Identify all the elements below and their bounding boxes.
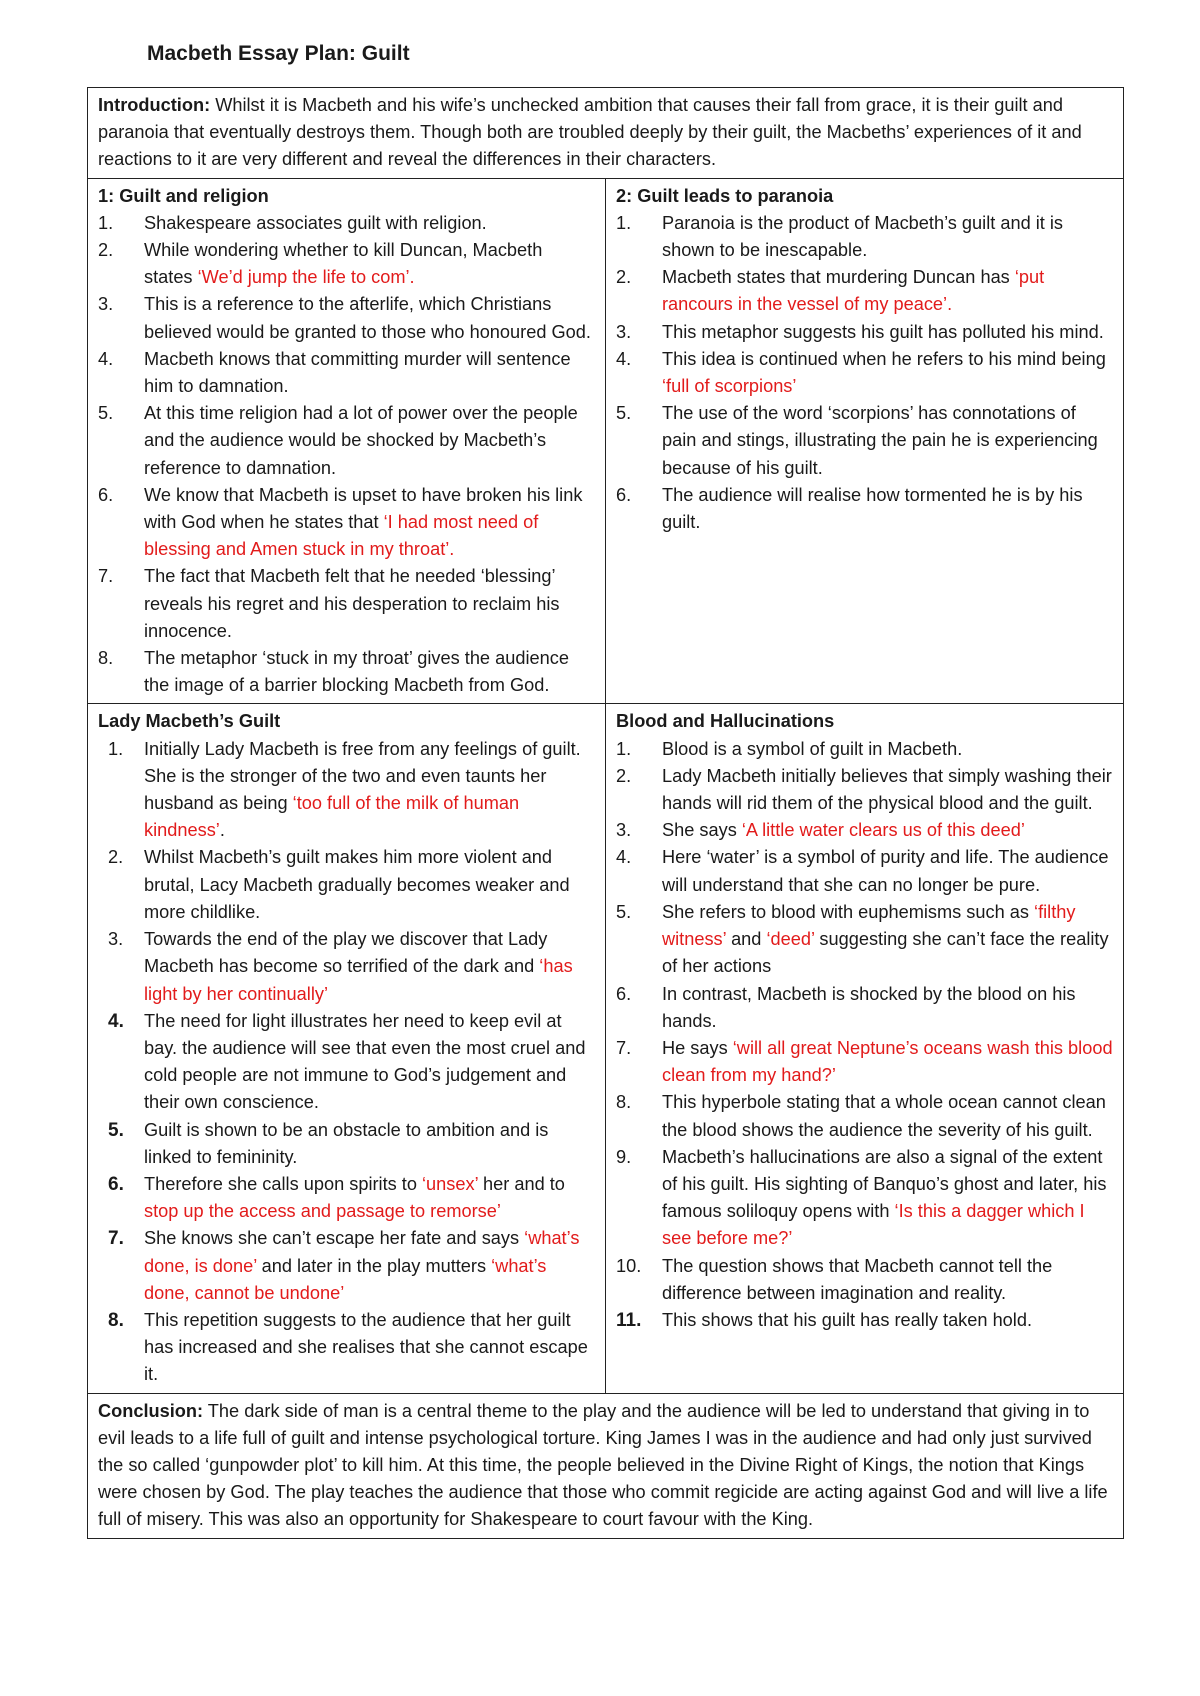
item-number: 3. [616,820,632,841]
quote-text: stop up the access and passage to remorse’ [144,1201,501,1222]
point-text: The use of the word ‘scorpions’ has connotations of pain and stings, illustrating the pain he is experiencing because of his guilt. [662,403,1098,478]
point-text: Shakespeare associates guilt with religion. [144,212,487,233]
item-number: 1. [616,212,632,233]
point-text: The fact that Macbeth felt that he needed ‘blessing’ reveals his regret and his desperation to reclaim his innocence. [144,566,560,641]
quote-text: ‘Is this a dagger which I see before me?’ [662,1201,1085,1249]
point-text: Paranoia is the product of Macbeth’s guilt and it is shown to be inescapable. [662,212,1064,261]
point-text: . [219,820,225,841]
point-text: Lady Macbeth initially believes that simply washing their hands will rid them of the physical blood and the guilt. [662,765,1112,814]
point-text: Macbeth knows that committing murder will sentence him to damnation. [144,348,571,397]
item-number: 2. [616,267,632,288]
blood-section [606,704,1124,1393]
list-item [98,844,595,926]
lady-blood-row [88,704,1124,1393]
item-number: 4. [108,1010,124,1032]
list-item [616,899,1113,981]
list-item [616,1144,1113,1253]
item-number: 6. [108,1173,124,1195]
point-text: Here ‘water’ is a symbol of purity and life. The audience will understand that she can no longer be pure. [662,847,1109,895]
item-number: 2. [98,240,114,261]
point-text: and later in the play mutters [256,1255,492,1276]
list-item [616,1089,1113,1143]
point-text: Therefore she calls upon spirits to [144,1173,422,1194]
list-item [616,817,1113,844]
point-text: The question shows that Macbeth cannot tell the difference between imagination and reality. [662,1255,1053,1303]
religion-heading: 1: Guilt and religion [98,185,269,206]
point-text: We know that Macbeth is upset to have broken his link with God when he states that [144,484,583,533]
item-number: 5. [108,1119,124,1141]
paranoia-heading: 2: Guilt leads to paranoia [616,185,834,206]
point-text: Whilst Macbeth’s guilt makes him more violent and brutal, Lacy Macbeth gradually becomes weaker and more childlike. [144,847,570,922]
point-text: The metaphor ‘stuck in my throat’ gives the audience the image of a barrier blocking Macbeth from God. [144,648,569,696]
list-item [616,210,1113,264]
item-number: 6. [98,484,114,505]
item-number: 4. [98,348,114,369]
point-text: Blood is a symbol of guilt in Macbeth. [662,738,963,759]
item-number: 4. [616,348,632,369]
point-text: At this time religion had a lot of power over the people and the audience would be shocked by Macbeth’s reference to damnation. [144,403,578,478]
conclusion-text: The dark side of man is a central theme to the play and the audience will be led to understand that giving in to evil leads to a life full of guilt and intense psychological torture. King James I was in the audience and had only just survived the so called ‘gunpowder plot’ to kill him. At this time, the people believed in the Divine Right of Kings, the notion that Kings were chosen by God. The play teaches the audience that those who commit regicide are acting against God and will live a life full of misery. This was also an opportunity for Shakespeare to court favour with the King. [98,1400,1108,1530]
religion-points [98,210,595,700]
list-item [98,210,595,237]
list-item [98,926,595,1008]
point-text: She knows she can’t escape her fate and says [144,1228,525,1249]
list-item [616,736,1113,763]
list-item [98,400,595,482]
list-item [98,736,595,845]
quote-text: ‘filthy witness’ [662,901,1076,950]
item-number: 1. [98,212,114,233]
paranoia-points [616,210,1113,536]
point-text: suggesting she can’t face the reality of her actions [662,929,1109,977]
introduction-text: Whilst it is Macbeth and his wife’s unchecked ambition that causes their fall from grace, it is their guilt and paranoia that eventually destroys them. Though both are troubled deeply by their guilt, the Macbeths’ experiences of it and reactions to it are very different and reveal the differences in their characters. [98,95,1082,170]
item-number: 4. [616,847,632,868]
list-item [98,1307,595,1389]
item-number: 3. [616,321,632,342]
point-text: her and to [477,1173,565,1194]
item-number: 1. [108,738,124,759]
list-item [98,237,595,291]
item-number: 8. [616,1092,632,1113]
item-number: 7. [616,1037,632,1058]
item-number: 10. [616,1255,642,1276]
list-item [98,346,595,400]
quote-text: ‘what’s done, cannot be undone’ [144,1255,547,1303]
item-number: 1. [616,738,632,759]
quote-text: ‘We’d jump the life to com’. [197,267,415,288]
blood-points [616,736,1113,1334]
item-number: 8. [108,1309,124,1331]
introduction-row [88,88,1124,179]
point-text: This repetition suggests to the audience that her guilt has increased and she realises that she cannot escape it. [144,1309,588,1385]
quote-text: ‘full of scorpions’ [662,376,797,397]
introduction-label: Introduction: [98,95,211,115]
list-item [98,1225,595,1307]
item-number: 5. [616,901,632,922]
essay-plan-table [87,87,1124,1539]
point-text: He says [662,1037,733,1058]
introduction-cell [88,88,1124,179]
item-number: 7. [98,566,114,587]
point-text: She refers to blood with euphemisms such as [662,901,1035,922]
paranoia-section [606,178,1124,704]
list-item [98,645,595,699]
item-number: 5. [616,403,632,424]
item-number: 11. [616,1309,642,1331]
blood-heading: Blood and Hallucinations [616,711,835,732]
religion-section [88,178,606,704]
conclusion-row [88,1393,1124,1538]
item-number: 7. [108,1228,124,1250]
point-text: Towards the end of the play we discover that Lady Macbeth has become so terrified of the dark and [144,929,548,977]
point-text: In contrast, Macbeth is shocked by the blood on his hands. [662,983,1076,1031]
item-number: 3. [108,929,124,950]
point-text: She says [662,820,742,841]
point-text: Guilt is shown to be an obstacle to ambition and is linked to femininity. [144,1119,549,1167]
list-item [616,346,1113,400]
item-number: 9. [616,1146,632,1167]
point-text: Macbeth’s hallucinations are also a signal of the extent of his guilt. His sighting of Banquo’s ghost and later, his famous soliloquy opens with [662,1146,1107,1222]
lady-macbeth-heading: Lady Macbeth’s Guilt [98,711,281,732]
quote-text: ‘A little water clears us of this deed’ [741,820,1025,841]
conclusion-label: Conclusion: [98,1400,204,1421]
item-number: 2. [108,847,124,868]
list-item [616,319,1113,346]
quote-text: ‘unsex’ [422,1173,478,1194]
list-item [616,1035,1113,1089]
page-title: Macbeth Essay Plan: Guilt [147,42,410,65]
list-item [616,400,1113,482]
point-text: and [726,929,767,950]
conclusion-cell [88,1393,1124,1538]
point-text: This metaphor suggests his guilt has polluted his mind. [662,321,1104,342]
list-item [98,563,595,645]
point-text: Macbeth states that murdering Duncan has [662,267,1015,288]
list-item [616,1253,1113,1307]
point-text: This shows that his guilt has really taken hold. [662,1309,1033,1330]
point-text: This is a reference to the afterlife, which Christians believed would be granted to those who honoured God. [144,294,591,342]
item-number: 3. [98,294,114,315]
item-number: 8. [98,648,114,669]
list-item [98,482,595,564]
list-item [98,1008,595,1117]
list-item [616,844,1113,898]
item-number: 5. [98,403,114,424]
quote-text: ‘I had most need of blessing and Amen stuck in my throat’. [144,512,539,560]
quote-text: ‘deed’ [766,929,815,950]
point-text: The need for light illustrates her need to keep evil at bay. the audience will see that even the most cruel and cold people are not immune to God’s judgement and their own conscience. [144,1010,586,1113]
list-item [98,1117,595,1171]
list-item [98,1171,595,1225]
item-number: 2. [616,765,632,786]
guilt-religion-paranoia-row [88,178,1124,704]
point-text: Initially Lady Macbeth is free from any feelings of guilt. She is the stronger of the two and even taunts her husband as being [144,738,581,814]
point-text: The audience will realise how tormented he is by his guilt. [662,484,1083,533]
item-number: 6. [616,484,632,505]
list-item [616,264,1113,318]
list-item [616,482,1113,536]
list-item [616,763,1113,817]
point-text: This hyperbole stating that a whole ocean cannot clean the blood shows the audience the severity of his guilt. [662,1092,1106,1140]
item-number: 6. [616,983,632,1004]
quote-text: ‘too full of the milk of human kindness’ [144,793,520,841]
list-item [616,1307,1113,1334]
lady-macbeth-section [88,704,606,1393]
quote-text: ‘put rancours in the vessel of my peace’. [662,267,1045,315]
quote-text: ‘what’s done, is done’ [144,1228,580,1276]
list-item [98,291,595,345]
quote-text: ‘has light by her continually’ [144,956,573,1004]
point-text: This idea is continued when he refers to his mind being [662,348,1106,369]
quote-text: ‘will all great Neptune’s oceans wash this blood clean from my hand?’ [662,1037,1113,1086]
list-item [616,981,1113,1035]
point-text: While wondering whether to kill Duncan, Macbeth states [144,240,543,288]
lady-macbeth-points [98,736,595,1389]
